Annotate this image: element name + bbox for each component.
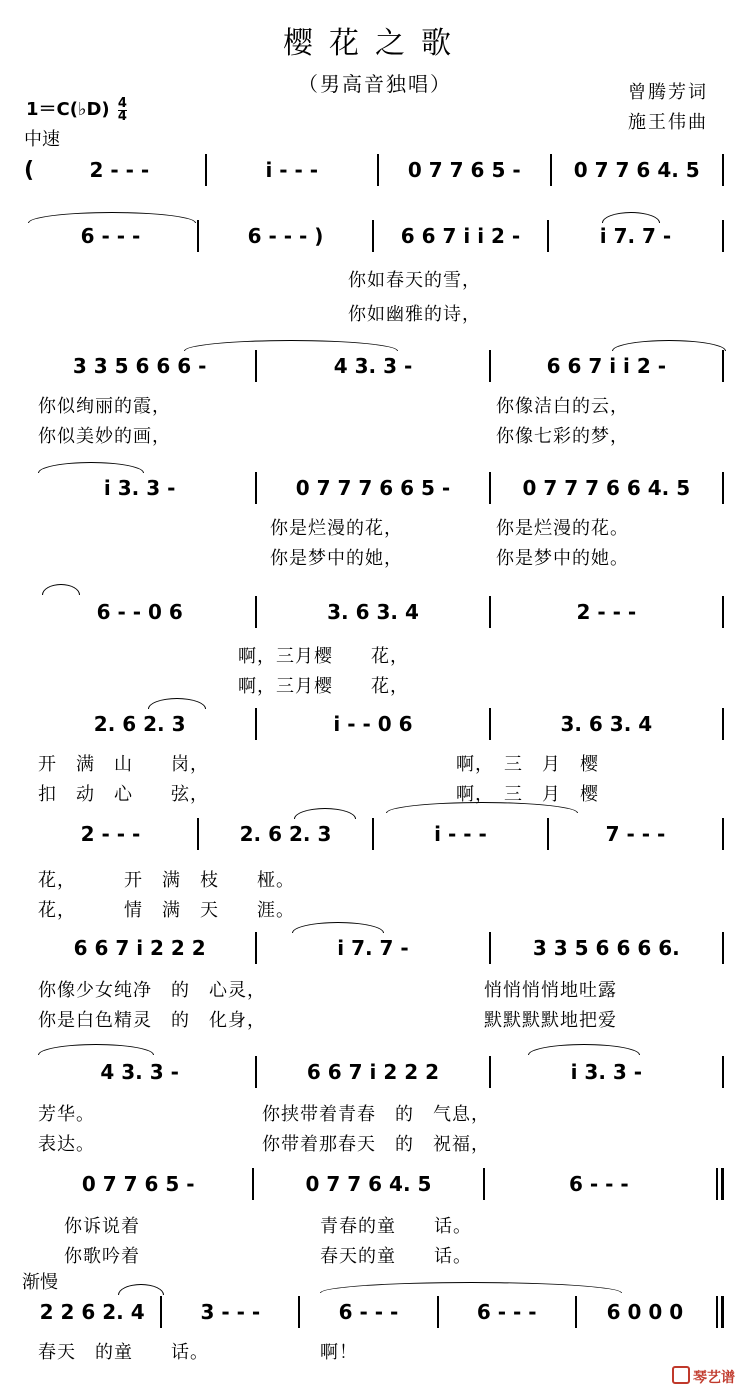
lyric-line: 啊， 三 月 樱 bbox=[456, 754, 599, 775]
score-row-8 bbox=[24, 930, 724, 1031]
open-paren: ( bbox=[24, 157, 35, 183]
lyric-line: 你是烂漫的花， bbox=[270, 518, 403, 539]
lyric-line: 你像洁白的云， bbox=[496, 396, 629, 417]
lyric-line: 花， 情 满 天 涯。 bbox=[38, 900, 295, 921]
measure: 4 3. 3 - bbox=[100, 1060, 179, 1084]
key-text: 1＝C(♭D) bbox=[26, 99, 110, 120]
lyric-line: 你带着那春天 的 祝福， bbox=[262, 1134, 490, 1155]
barline bbox=[722, 708, 724, 740]
measure: 6 - - - bbox=[80, 224, 141, 248]
lyric-line: 芳华。 bbox=[38, 1104, 95, 1125]
lyric-line: 扣 动 心 弦， bbox=[38, 784, 209, 805]
lyric-line: 花， 开 满 枝 桠。 bbox=[38, 870, 295, 891]
measure: 6 - - - bbox=[338, 1300, 399, 1324]
measure: 6 - - - bbox=[568, 1172, 629, 1196]
lyric-line: 你像少女纯净 的 心灵， bbox=[38, 980, 266, 1001]
score-row-7 bbox=[24, 816, 724, 921]
barline bbox=[722, 596, 724, 628]
lyric-line: 你是烂漫的花。 bbox=[496, 518, 629, 539]
measure: 6 - - 0 6 bbox=[96, 600, 183, 624]
measure: 6 6 7 i 2 2 2 bbox=[73, 936, 206, 960]
time-sig-numerator: 4 bbox=[117, 95, 127, 111]
score-row-2 bbox=[24, 218, 724, 325]
barline bbox=[722, 1056, 724, 1088]
lyric-line: 啊， 三 月 樱 bbox=[456, 784, 599, 805]
score-row-10 bbox=[24, 1166, 724, 1267]
measure-line bbox=[24, 152, 724, 188]
measure: 0 7 7 6 5 - bbox=[81, 1172, 195, 1196]
site-watermark bbox=[672, 1366, 735, 1387]
measure: 2 2 6 2. 4 bbox=[39, 1300, 145, 1324]
measure: 6 0 0 0 bbox=[606, 1300, 684, 1324]
measure: 2 - - - bbox=[80, 822, 141, 846]
measure: 6 6 7 i 2 2 2 bbox=[306, 1060, 440, 1084]
measure-line bbox=[24, 1054, 724, 1090]
measure: 4 3. 3 - bbox=[333, 354, 413, 378]
lyric-line: 啊，三月樱 花， bbox=[238, 646, 409, 667]
barline bbox=[722, 350, 724, 382]
lyricist-credit: 曾腾芳词 bbox=[628, 82, 708, 103]
lyric-line: 开 满 山 岗， bbox=[38, 754, 209, 775]
lyric-line: 你是白色精灵 的 化身， bbox=[38, 1010, 266, 1031]
measure: 3. 6 3. 4 bbox=[560, 712, 653, 736]
score-row-4 bbox=[24, 470, 724, 569]
measure: 6 6 7 i i 2 - bbox=[400, 224, 521, 248]
dynamic-marking: 渐慢 bbox=[22, 1272, 58, 1293]
measure: 0 7 7 6 5 - bbox=[407, 158, 521, 182]
lyric-line: 春天 的童 话。 bbox=[38, 1342, 209, 1363]
lyric-line: 你诉说着 bbox=[64, 1216, 140, 1237]
lyric-line: 青春的童 话。 bbox=[320, 1216, 472, 1237]
measure-line bbox=[24, 1166, 724, 1202]
barline bbox=[722, 220, 724, 252]
measure: 6 - - - bbox=[476, 1300, 537, 1324]
time-signature bbox=[117, 95, 127, 124]
lyric-line: 你如春天的雪， bbox=[348, 270, 481, 291]
measure: 3 3 5 6 6 6 - bbox=[72, 354, 207, 378]
lyric-line: 你挟带着青春 的 气息， bbox=[262, 1104, 490, 1125]
lyric-line: 默默默默地把爱 bbox=[484, 1010, 617, 1031]
measure: 0 7 7 7 6 6 5 - bbox=[295, 476, 451, 500]
measure: i - - - bbox=[434, 822, 487, 846]
measure: i 3. 3 - bbox=[570, 1060, 643, 1084]
lyric-line: 你是梦中的她， bbox=[270, 548, 403, 569]
lyric-line: 表达。 bbox=[38, 1134, 95, 1155]
lyric-line: 啊！ bbox=[320, 1342, 358, 1363]
repeat-barline bbox=[716, 1168, 724, 1200]
score-row-9 bbox=[24, 1054, 724, 1155]
barline bbox=[722, 472, 724, 504]
measure: 6 6 7 i i 2 - bbox=[546, 354, 667, 378]
score-row-5 bbox=[24, 594, 724, 697]
measure-line bbox=[24, 1294, 724, 1330]
score-row-6 bbox=[24, 706, 724, 805]
measure: i 3. 3 - bbox=[103, 476, 176, 500]
measure: i - - 0 6 bbox=[333, 712, 413, 736]
barline bbox=[722, 154, 724, 186]
tempo-marking: 中速 bbox=[24, 129, 60, 150]
song-subtitle: （男高音独唱） bbox=[298, 72, 452, 96]
measure-line bbox=[24, 930, 724, 966]
measure: i 7. 7 - bbox=[337, 936, 409, 960]
key-signature bbox=[26, 95, 127, 123]
slur bbox=[320, 1282, 622, 1293]
final-barline bbox=[716, 1296, 724, 1328]
measure: i - - - bbox=[265, 158, 319, 182]
time-sig-denominator: 4 bbox=[117, 108, 127, 124]
measure: 3 3 5 6 6 6 6. bbox=[532, 936, 680, 960]
lyric-line: 悄悄悄悄地吐露 bbox=[484, 980, 617, 1001]
measure: 6 - - - ) bbox=[247, 224, 324, 248]
measure: 7 - - - bbox=[605, 822, 666, 846]
measure: i 7. 7 - bbox=[599, 224, 672, 248]
measure: 0 7 7 6 4. 5 bbox=[305, 1172, 432, 1196]
lyric-line: 你似绚丽的霞， bbox=[38, 396, 171, 417]
score-row-11 bbox=[24, 1294, 724, 1364]
lyric-line: 你是梦中的她。 bbox=[496, 548, 629, 569]
measure: 2. 6 2. 3 bbox=[239, 822, 332, 846]
measure: 0 7 7 7 6 6 4. 5 bbox=[522, 476, 691, 500]
barline bbox=[722, 932, 724, 964]
lyric-line: 你像七彩的梦， bbox=[496, 426, 629, 447]
score-row-3 bbox=[24, 348, 724, 447]
measure: 3. 6 3. 4 bbox=[327, 600, 419, 624]
lyric-line: 你歌吟着 bbox=[64, 1246, 140, 1267]
song-title: 樱花之歌 bbox=[283, 26, 467, 61]
lyric-line: 啊，三月樱 花， bbox=[238, 676, 409, 697]
measure: 0 7 7 6 4. 5 bbox=[573, 158, 700, 182]
watermark-text: 琴艺谱 bbox=[693, 1370, 735, 1386]
measure-line bbox=[24, 218, 724, 254]
composer-credit: 施王伟曲 bbox=[628, 112, 708, 133]
measure-line bbox=[24, 816, 724, 852]
measure-line bbox=[24, 470, 724, 506]
measure-line bbox=[24, 348, 724, 384]
measure: 2 - - - bbox=[576, 600, 637, 624]
lyric-line: 你似美妙的画， bbox=[38, 426, 171, 447]
measure: 2 - - - bbox=[89, 158, 150, 182]
logo-icon bbox=[672, 1366, 690, 1384]
measure-line bbox=[24, 706, 724, 742]
measure-line bbox=[24, 594, 724, 630]
measure: 2. 6 2. 3 bbox=[93, 712, 186, 736]
barline bbox=[722, 818, 724, 850]
lyric-line: 你如幽雅的诗， bbox=[348, 304, 481, 325]
measure: 3 - - - bbox=[200, 1300, 261, 1324]
lyric-line: 春天的童 话。 bbox=[320, 1246, 472, 1267]
